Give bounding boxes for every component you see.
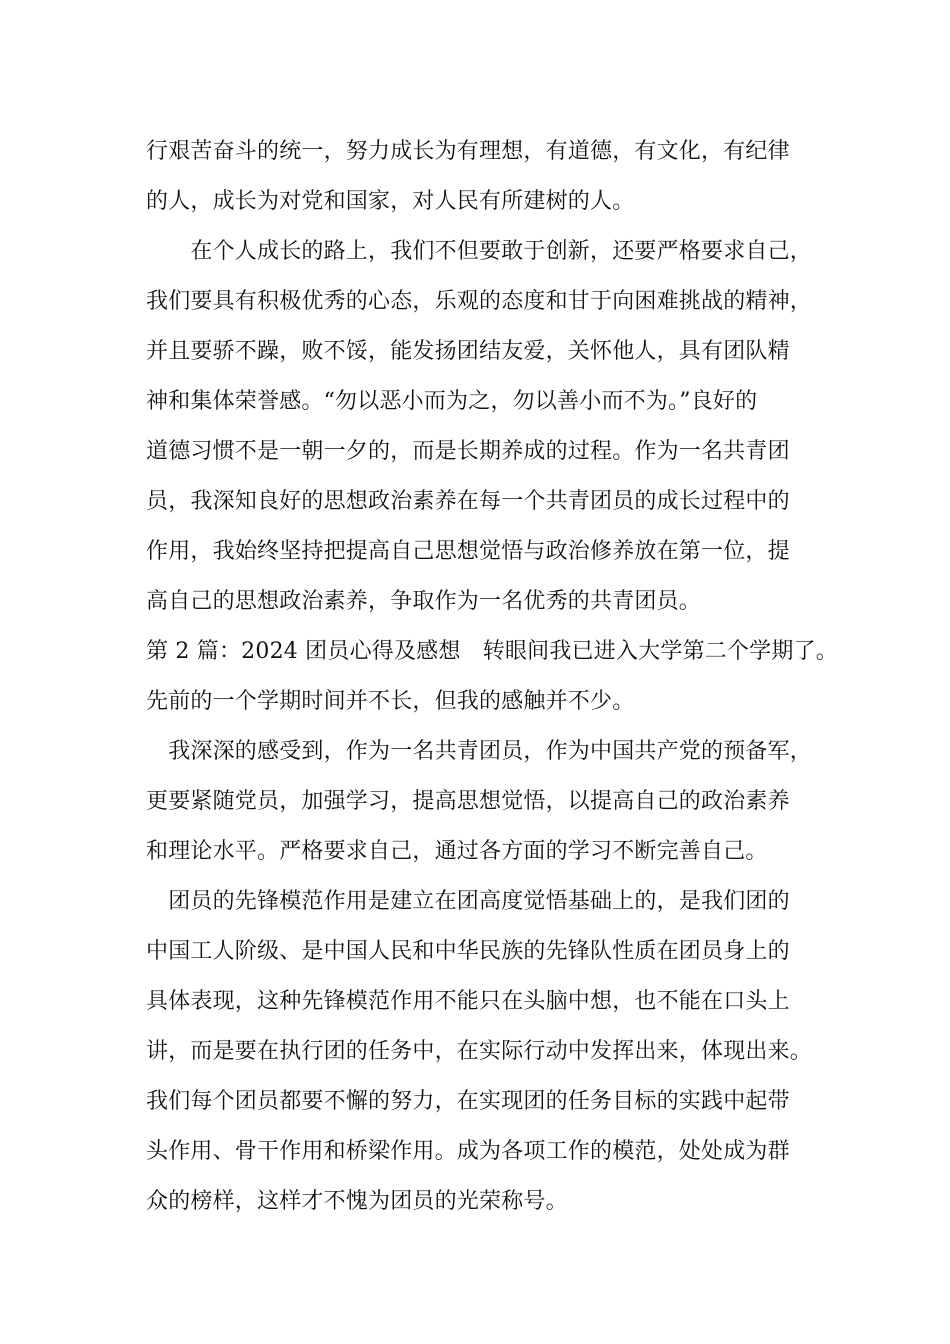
paragraph-4-line-3: 和理论水平。严格要求自己，通过各方面的学习不断完善自己。 (146, 839, 768, 864)
paragraph-4-line-1: 我深深的感受到，作为一名共青团员，作为中国共产党的预备军， (146, 739, 813, 764)
paragraph-5-line-5: 我们每个团员都要不懈的努力，在实现团的任务目标的实践中起带 (146, 1089, 790, 1114)
paragraph-2-line-6: 员，我深知良好的思想政治素养在每一个共青团员的成长过程中的 (146, 489, 790, 514)
paragraph-5-line-2: 中国工人阶级、是中国人民和中华民族的先锋队性质在团员身上的 (146, 939, 790, 964)
paragraph-4-line-2: 更要紧随党员，加强学习，提高思想觉悟，以提高自己的政治素养 (146, 789, 790, 814)
paragraph-1-line-2: 的人，成长为对党和国家，对人民有所建树的人。 (146, 189, 635, 214)
paragraph-2-line-1: 在个人成长的路上，我们不但要敢于创新，还要严格要求自己， (146, 239, 813, 264)
paragraph-5-line-1: 团员的先锋模范作用是建立在团高度觉悟基础上的，是我们团的 (146, 889, 790, 914)
paragraph-2-line-4: 神和集体荣誉感。“勿以恶小而为之，勿以善小而不为。”良好的 (146, 389, 758, 414)
section-heading-line: 第 2 篇：2024 团员心得及感想 转眼间我已进入大学第二个学期了。 (146, 639, 838, 664)
paragraph-5-line-3: 具体表现，这种先锋模范作用不能只在头脑中想，也不能在口头上 (146, 989, 790, 1014)
paragraph-5-line-4: 讲，而是要在执行团的任务中，在实际行动中发挥出来，体现出来。 (146, 1039, 813, 1064)
paragraph-1-line-1: 行艰苦奋斗的统一，努力成长为有理想，有道德，有文化，有纪律 (146, 139, 790, 164)
paragraph-5-line-7: 众的榜样，这样才不愧为团员的光荣称号。 (146, 1189, 568, 1214)
paragraph-2-line-8: 高自己的思想政治素养，争取作为一名优秀的共青团员。 (146, 589, 702, 614)
paragraph-3-line-1: 先前的一个学期时间并不长，但我的感触并不少。 (146, 689, 635, 714)
paragraph-5-line-6: 头作用、骨干作用和桥梁作用。成为各项工作的模范，处处成为群 (146, 1139, 790, 1164)
paragraph-2-line-5: 道德习惯不是一朝一夕的，而是长期养成的过程。作为一名共青团 (146, 439, 790, 464)
paragraph-2-line-3: 并且要骄不躁，败不馁，能发扬团结友爱，关怀他人，具有团队精 (146, 339, 790, 364)
paragraph-2-line-2: 我们要具有积极优秀的心态，乐观的态度和甘于向困难挑战的精神， (146, 289, 813, 314)
paragraph-2-line-7: 作用，我始终坚持把提高自己思想觉悟与政治修养放在第一位，提 (146, 539, 790, 564)
